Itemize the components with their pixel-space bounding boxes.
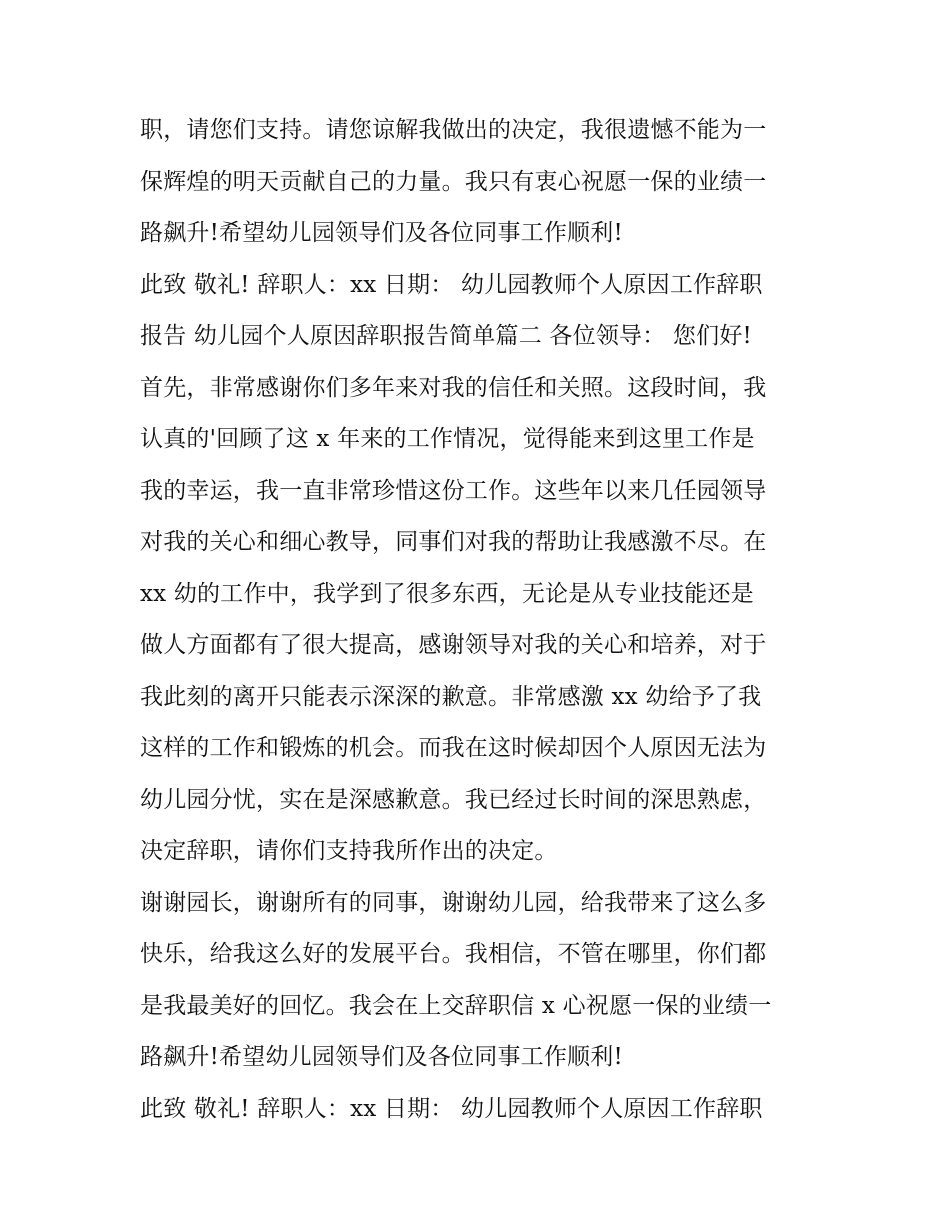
text-line: 职，请您们支持。请您谅解我做出的决定，我很遗憾不能为一 [140, 117, 767, 143]
text-line: 路飙升!希望幼儿园领导们及各位同事工作顺利! [140, 220, 623, 246]
text-line: 做人方面都有了很大提高，感谢领导对我的关心和培养，对于 [140, 632, 767, 658]
text-line: 报告 幼儿园个人原因辞职报告简单篇二 各位领导： 您们好! [140, 323, 752, 349]
text-line: xx 幼的工作中，我学到了很多东西，无论是从专业技能还是 [140, 580, 754, 607]
text-line: 此致 敬礼! 辞职人：xx 日期： 幼儿园教师个人原因工作辞职 [140, 271, 763, 298]
text-line: 决定辞职，请你们支持我所作出的决定。 [140, 838, 558, 864]
text-line: 对我的关心和细心教导，同事们对我的帮助让我感激不尽。在 [140, 529, 767, 555]
text-line: 认真的'回顾了这 x 年来的工作情况，觉得能来到这里工作是 [140, 426, 755, 452]
text-line: 这样的工作和锻炼的机会。而我在这时候却因个人原因无法为 [140, 735, 767, 761]
text-line: 快乐，给我这么好的发展平台。我相信，不管在哪里，你们都 [140, 941, 767, 967]
text-line: 首先，非常感谢你们多年来对我的信任和关照。这段时间，我 [140, 374, 767, 401]
text-line: 谢谢园长，谢谢所有的同事，谢谢幼儿园，给我带来了这么多 [140, 889, 767, 916]
text-line: 我此刻的离开只能表示深深的歉意。非常感激 xx 幼给予了我 [140, 683, 762, 710]
text-line: 我的幸运，我一直非常珍惜这份工作。这些年以来几任园领导 [140, 477, 767, 504]
text-line: 幼儿园分忧，实在是深感歉意。我已经过长时间的深思熟虑， [140, 786, 767, 813]
document-body [140, 105, 830, 1135]
text-line: 路飙升!希望幼儿园领导们及各位同事工作顺利! [140, 1044, 623, 1070]
text-line: 保辉煌的明天贡献自己的力量。我只有衷心祝愿一保的业绩一 [140, 168, 767, 195]
text-line: 是我最美好的回忆。我会在上交辞职信 x 心祝愿一保的业绩一 [140, 992, 772, 1019]
text-line: 此致 敬礼! 辞职人：xx 日期： 幼儿园教师个人原因工作辞职 [140, 1095, 763, 1122]
